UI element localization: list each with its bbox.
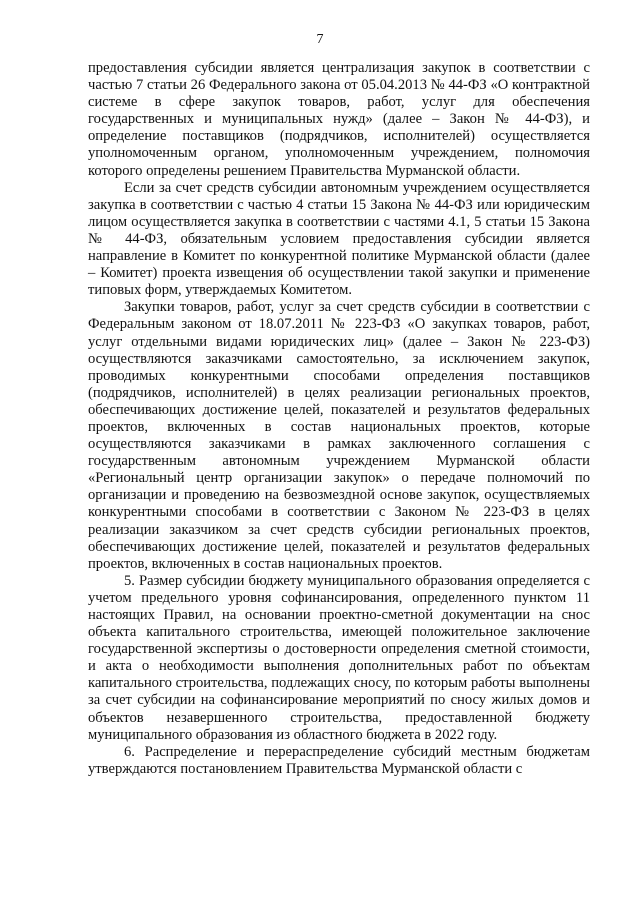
paragraph-autonomous-institution-procurement: Если за счет средств субсидии автономным учреждением осуществляется закупка в соответствии с частью 4 статьи 15 Закона № 44-ФЗ или юридическим лицом осуществляется закупка в соответствии с частями 4.1, 5 статьи 15 Закона № 44-ФЗ, обязательным условием предоставления субсидии является направление в Комитет по конкурентной политике Мурманской области (далее – Комитет) проекта извещения об осуществлении такой закупки и применение типовых форм, утверждаемых Комитетом. bbox=[88, 179, 590, 299]
paragraph-item-5-subsidy-size: 5. Размер субсидии бюджету муниципального образования определяется с учетом предельного уровня софинансирования, определенного пунктом 11 настоящих Правил, на основании проектно-сметной документации на снос объекта капитального строительства, имеющей положительное заключение государственной экспертизы о достоверности определения сметной стоимости, и акта о необходимости выполнения дополнительных работ по объектам капитального строительства, подлежащих сносу, по которым работы выполнены за счет субсидии на софинансирование мероприятий по сносу жилых домов и объектов незавершенного строительства, предоставленной бюджету муниципального образования из областного бюджета в 2022 году. bbox=[88, 572, 590, 743]
paragraph-procurement-centralization: предоставления субсидии является централизация закупок в соответствии с частью 7 статьи 26 Федерального закона от 05.04.2013 № 44-ФЗ «О контрактной системе в сфере закупок товаров, работ, услуг для обеспечения государственных и муниципальных нужд» (далее – Закон № 44-ФЗ), и определение поставщиков (подрядчиков, исполнителей) осуществляется уполномоченным органом, уполномоченным учреждением, полномочия которого определены решением Правительства Мурманской области. bbox=[88, 60, 590, 179]
paragraph-223fz-procurement: Закупки товаров, работ, услуг за счет средств субсидии в соответствии с Федеральным законом от 18.07.2011 № 223-ФЗ «О закупках товаров, работ, услуг отдельными видами юридических лиц» (далее – Закон № 223-ФЗ) осуществляются заказчиками самостоятельно, за исключением закупок, проводимых конкурентными способами определения поставщиков (подрядчиков, исполнителей) в целях реализации региональных проектов, обеспечивающих достижение целей, показателей и результатов федеральных проектов, включенных в состав национальных проектов, которые осуществляются заказчиками в рамках заключенного соглашения с государственным автономным учреждением Мурманской области «Региональный центр организации закупок» о передаче полномочий по организации и проведению на безвозмездной основе закупок, осуществляемых конкурентными способами в соответствии с Законом № 223-ФЗ в целях реализации заказчиком за счет средств субсидии региональных проектов, обеспечивающих достижение целей, показателей и результатов федеральных проектов, включенных в состав национальных проектов. bbox=[88, 299, 590, 572]
document-body bbox=[88, 60, 590, 778]
page-number: 7 bbox=[316, 32, 324, 47]
paragraph-item-6-distribution: 6. Распределение и перераспределение субсидий местным бюджетам утверждаются постановлением Правительства Мурманской области с bbox=[88, 743, 590, 777]
